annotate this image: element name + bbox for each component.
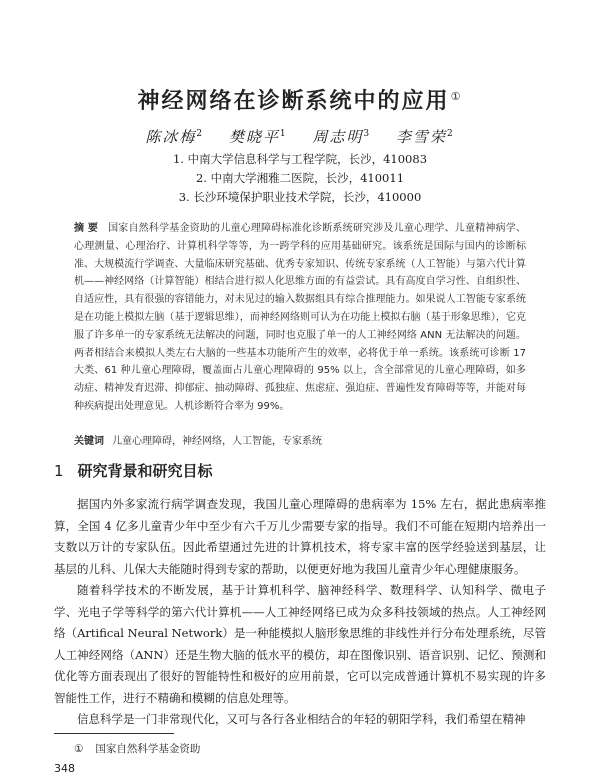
author bbox=[396, 128, 455, 146]
section-title: 研究背景和研究目标 bbox=[77, 462, 213, 480]
author-affiliation-marker: 2 bbox=[196, 129, 205, 139]
affiliation: 3. 长沙环境保护职业技术学院，长沙，410000 bbox=[178, 190, 422, 204]
footnote bbox=[74, 741, 200, 756]
abstract bbox=[74, 220, 526, 416]
affiliation-list bbox=[0, 150, 600, 207]
abstract-text: 国家自然科学基金资助的儿童心理障碍标准化诊断系统研究涉及儿童心理学、儿童精神病学、心理测量、心理治疗、计算机科学等等，为一跨学科的应用基础研究。该系统是国际与国内的诊断标准、大规模流行学调查、大量临床研究基础、优秀专家知识、传统专家系统（人工智能）与第六代计算机——神经网络（计算智能）相结合进行拟人化思维方面的有益尝试。具有高度自学习性、自组织性、自适应性，具有很强的容错能力，对未见过的输入数据组具有综合推理能力。如果说人工智能专家系统是在功能上模拟左脑（基于逻辑思维），而神经网络则可认为在功能上模拟右脑（基于形象思维），它克服了许多单一的专家系统无法解决的问题，同时也克服了单一的人工神经网络 ANN 无法解决的问题。两者相结合来模拟人类左右大脑的一些基本功能所产生的效率，必将优于单一系统。该系统可诊断 17 大类、61 种儿童心理障碍，覆盖面占儿童心理障碍的 95% 以上，含全部常见的儿童心理障碍，如多动症、精神发育迟滞、抑郁症、抽动障碍、孤独症、焦虑症、强迫症、普遍性发育障碍等等，并能对每种疾病提出处理意见。人机诊断符合率为 99%。 bbox=[74, 223, 526, 412]
author-list bbox=[0, 126, 600, 147]
author-name: 陈冰梅 bbox=[145, 128, 197, 146]
body-text bbox=[54, 494, 546, 731]
paragraph: 随着科学技术的不断发展，基于计算机科学、脑神经科学、数理科学、认知科学、微电子学、光电子学等科学的第六代计算机——人工神经网络已成为众多科技领域的热点。人工神经网络（Artifical Neural Network）是一种能模拟人脑形象思维的非线性并行分布处理系统，尽管人工神经网络（ANN）还是生物大脑的低水平的模仿，却在图像识别、语音识别、记忆、预测和优化等方面表现出了很好的智能特性和极好的应用前景，它可以完成普通计算机不易实现的许多智能性工作，进行不精确和模糊的信息处理等。 bbox=[54, 583, 546, 705]
author bbox=[145, 128, 204, 146]
section-number: 1 bbox=[54, 462, 64, 480]
affiliation: 2. 中南大学湘雅二医院，长沙，410011 bbox=[195, 171, 405, 185]
keywords-text: 儿童心理障碍，神经网络，人工智能，专家系统 bbox=[112, 436, 322, 447]
paragraph: 据国内外多家流行病学调查发现，我国儿童心理障碍的患病率为 15% 左右，据此患病率推算，全国 4 亿多儿童青少年中至少有六千万儿少需要专家的指导。我们不可能在短期内培养出一支数以万计的专家队伍。因此希望通过先进的计算机技术，将专家丰富的医学经验送到基层，让基层的儿科、儿保大夫能随时得到专家的帮助，以便更好地为我国儿童青少年心理健康服务。 bbox=[54, 497, 546, 576]
author-name: 樊晓平 bbox=[228, 128, 280, 146]
author-affiliation-marker: 3 bbox=[363, 129, 372, 139]
abstract-label: 摘 要 bbox=[74, 223, 99, 234]
author-affiliation-marker: 1 bbox=[279, 129, 288, 139]
section-heading bbox=[54, 460, 213, 481]
affiliation: 1. 中南大学信息科学与工程学院，长沙，410083 bbox=[172, 152, 428, 166]
author-name: 周志明 bbox=[312, 128, 364, 146]
author-name: 李雪荣 bbox=[395, 128, 447, 146]
author-affiliation-marker: 2 bbox=[446, 129, 455, 139]
footnote-marker: ① bbox=[74, 743, 84, 755]
author bbox=[312, 128, 371, 146]
page-number: 348 bbox=[54, 762, 75, 775]
footnote-divider bbox=[54, 733, 174, 734]
paper-title bbox=[0, 84, 600, 115]
keywords-label: 关键词 bbox=[74, 436, 104, 447]
keywords bbox=[74, 432, 526, 447]
title-footnote-marker: ① bbox=[450, 89, 463, 103]
paragraph: 信息科学是一门非常现代化，又可与各行各业相结合的年轻的朝阳学科，我们希望在精神 bbox=[77, 712, 526, 726]
footnote-text: 国家自然科学基金资助 bbox=[95, 743, 201, 755]
paper-title-text: 神经网络在诊断系统中的应用 bbox=[137, 89, 450, 114]
author bbox=[229, 128, 288, 146]
